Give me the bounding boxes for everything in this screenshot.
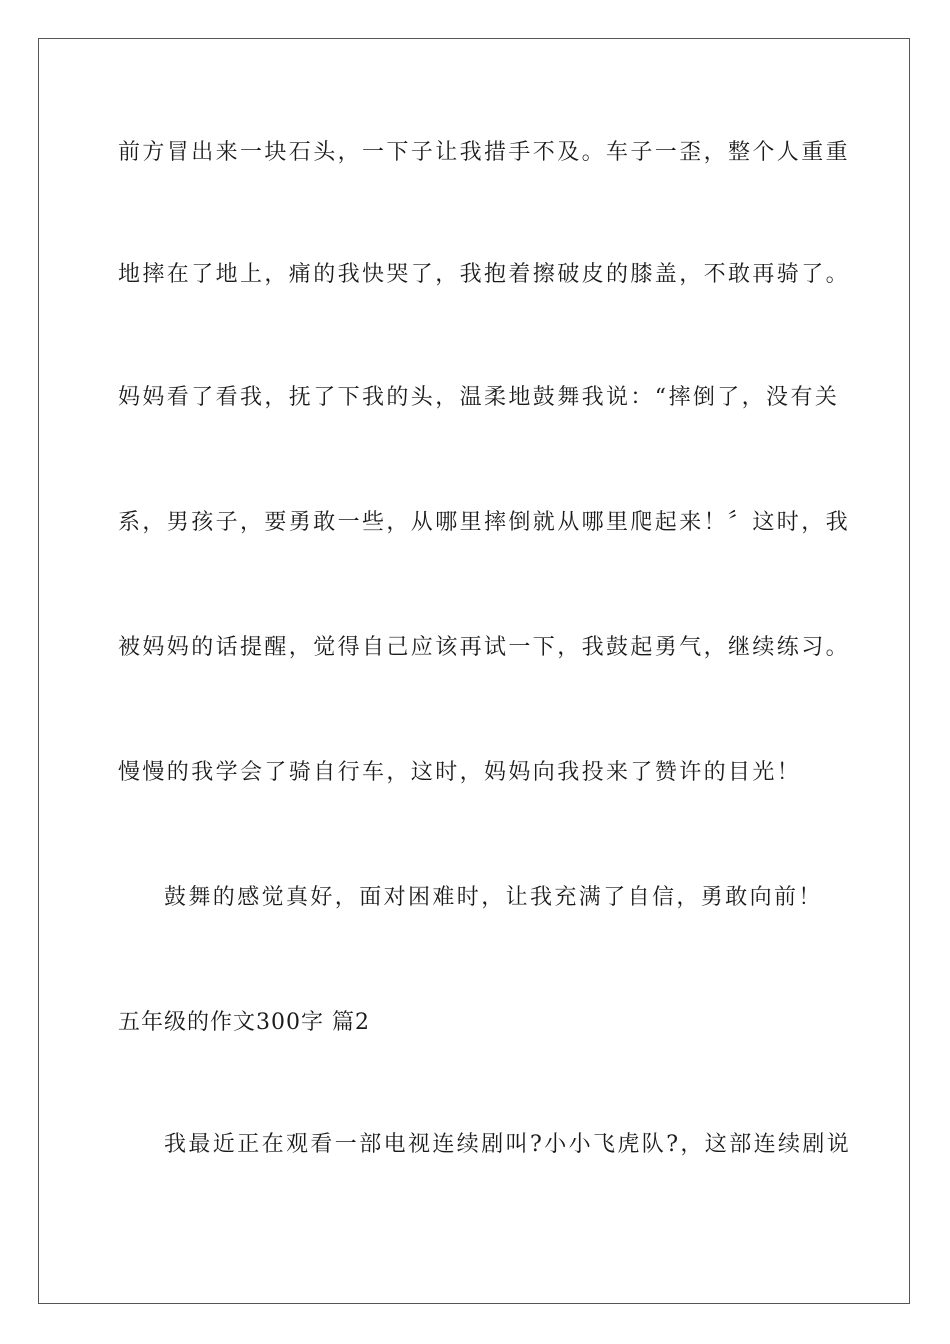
section-heading: 五年级的作文300字 篇2 (118, 1010, 370, 1035)
closing-paragraph: 鼓舞的感觉真好，面对困难时，让我充满了自信，勇敢向前！ (164, 885, 823, 910)
text-line-1: 前方冒出来一块石头，一下子让我措手不及。车子一歪，整个人重重 (118, 140, 851, 165)
text-line-5: 被妈妈的话提醒，觉得自己应该再试一下，我鼓起勇气，继续练习。 (118, 635, 851, 660)
text-line-4: 系，男孩子，要勇敢一些，从哪里摔倒就从哪里爬起来！〞这时，我 (118, 510, 851, 535)
next-paragraph-start: 我最近正在观看一部电视连续剧叫?小小飞虎队?，这部连续剧说 (164, 1132, 852, 1157)
text-line-3: 妈妈看了看我，抚了下我的头，温柔地鼓舞我说：“摔倒了，没有关 (118, 385, 840, 410)
text-line-6: 慢慢的我学会了骑自行车，这时，妈妈向我投来了赞许的目光！ (118, 760, 802, 785)
text-line-2: 地摔在了地上，痛的我快哭了，我抱着擦破皮的膝盖，不敢再骑了。 (118, 262, 851, 287)
page-border (38, 38, 910, 1304)
